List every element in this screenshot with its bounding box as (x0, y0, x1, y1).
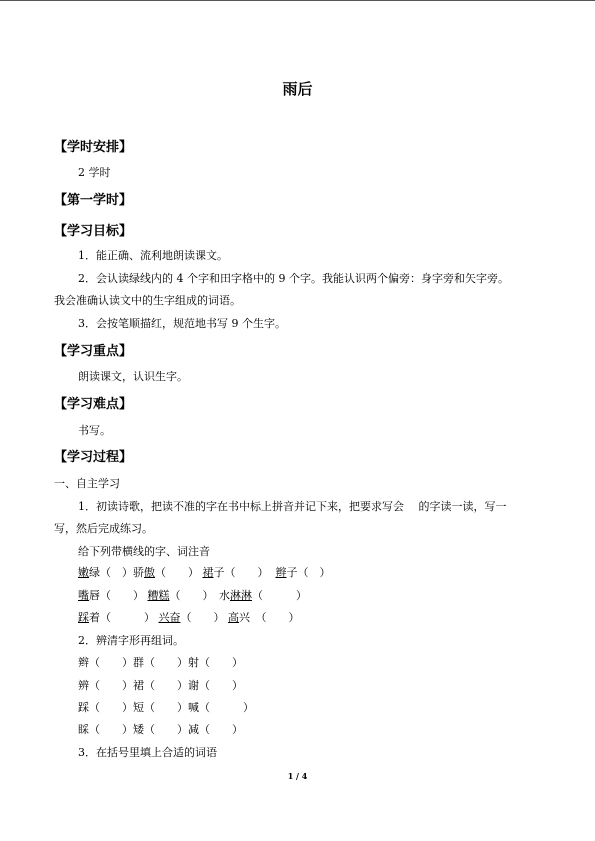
difficulty-text: 书写。 (78, 424, 111, 437)
top-border (0, 0, 595, 1)
part-1-label: 一、自主学习 (54, 477, 120, 490)
blank-text: 着（ ） (89, 611, 155, 624)
schedule-text: 2 学时 (78, 166, 111, 179)
blank-text: （ ） (252, 589, 307, 602)
focus-text: 朗读课文，认识生字。 (78, 370, 188, 383)
item-3: 3．在括号里填上合适的词语 (78, 746, 217, 759)
focus-heading: 【学习重点】 (54, 344, 133, 359)
pinyin-row-1 (78, 566, 331, 580)
compare-row-2: 辨（ ）裙（ ）谢（ ） (78, 679, 243, 692)
pinyin-intro: 给下列带横线的字、词注音 (78, 545, 210, 558)
underlined-char: 嫩 (78, 566, 89, 579)
underlined-char: 踩 (78, 611, 89, 624)
underlined-word: 糟糕 (147, 589, 170, 602)
compare-row-1: 辫（ ）群（ ）射（ ） (78, 656, 243, 669)
blank-text: 子（ ） (213, 566, 269, 579)
goal-2-line2: 我会准确认读文中的生字组成的词语。 (54, 294, 241, 307)
difficulty-heading: 【学习难点】 (54, 397, 133, 412)
underlined-char: 嘴 (78, 589, 89, 602)
process-heading: 【学习过程】 (54, 450, 133, 465)
underlined-char: 辫 (275, 566, 287, 579)
goal-2-line1: 2．会认读绿线内的 4 个字和田字格中的 9 个字。我能认识两个偏旁：身字旁和矢字旁。 (78, 272, 509, 285)
goal-3: 3．会按笔顺描红，规范地书写 9 个生字。 (78, 317, 286, 330)
schedule-heading: 【学时安排】 (54, 140, 133, 155)
underlined-word: 淋淋 (230, 589, 252, 602)
blank-text: 绿（ ）骄 (89, 566, 144, 579)
blank-text: （ ） 水 (169, 589, 230, 602)
compare-row-3: 踩（ ）短（ ）喊（ ） (78, 701, 254, 714)
document-title: 雨后 (282, 80, 313, 98)
page-number: 1 / 4 (287, 771, 308, 781)
first-period-heading: 【第一学时】 (54, 193, 133, 208)
blank-text: 兴 （ ） (239, 611, 300, 624)
underlined-char: 高 (228, 611, 239, 624)
item-1-line1: 1．初读诗歌，把读不准的字在书中标上拼音并记下来，把要求写会 的字读一读，写一 (78, 500, 507, 513)
underlined-char: 裙 (202, 566, 214, 579)
goal-1: 1．能正确、流利地朗读课文。 (78, 249, 228, 262)
pinyin-row-3 (78, 611, 300, 625)
pinyin-row-2 (78, 589, 307, 603)
item-2: 2．辨清字形再组词。 (78, 634, 184, 647)
blank-text: （ ） (155, 566, 199, 579)
goals-heading: 【学习目标】 (54, 224, 133, 239)
blank-text: 子（ ） (286, 566, 331, 579)
blank-text: 唇（ ） (89, 589, 144, 602)
item-1-line2: 写，然后完成练习。 (54, 522, 153, 535)
underlined-char: 傲 (144, 566, 155, 579)
compare-row-4: 睬（ ）矮（ ）减（ ） (78, 723, 243, 736)
underlined-word: 兴奋 (158, 611, 181, 624)
blank-text: （ ） (180, 611, 225, 624)
